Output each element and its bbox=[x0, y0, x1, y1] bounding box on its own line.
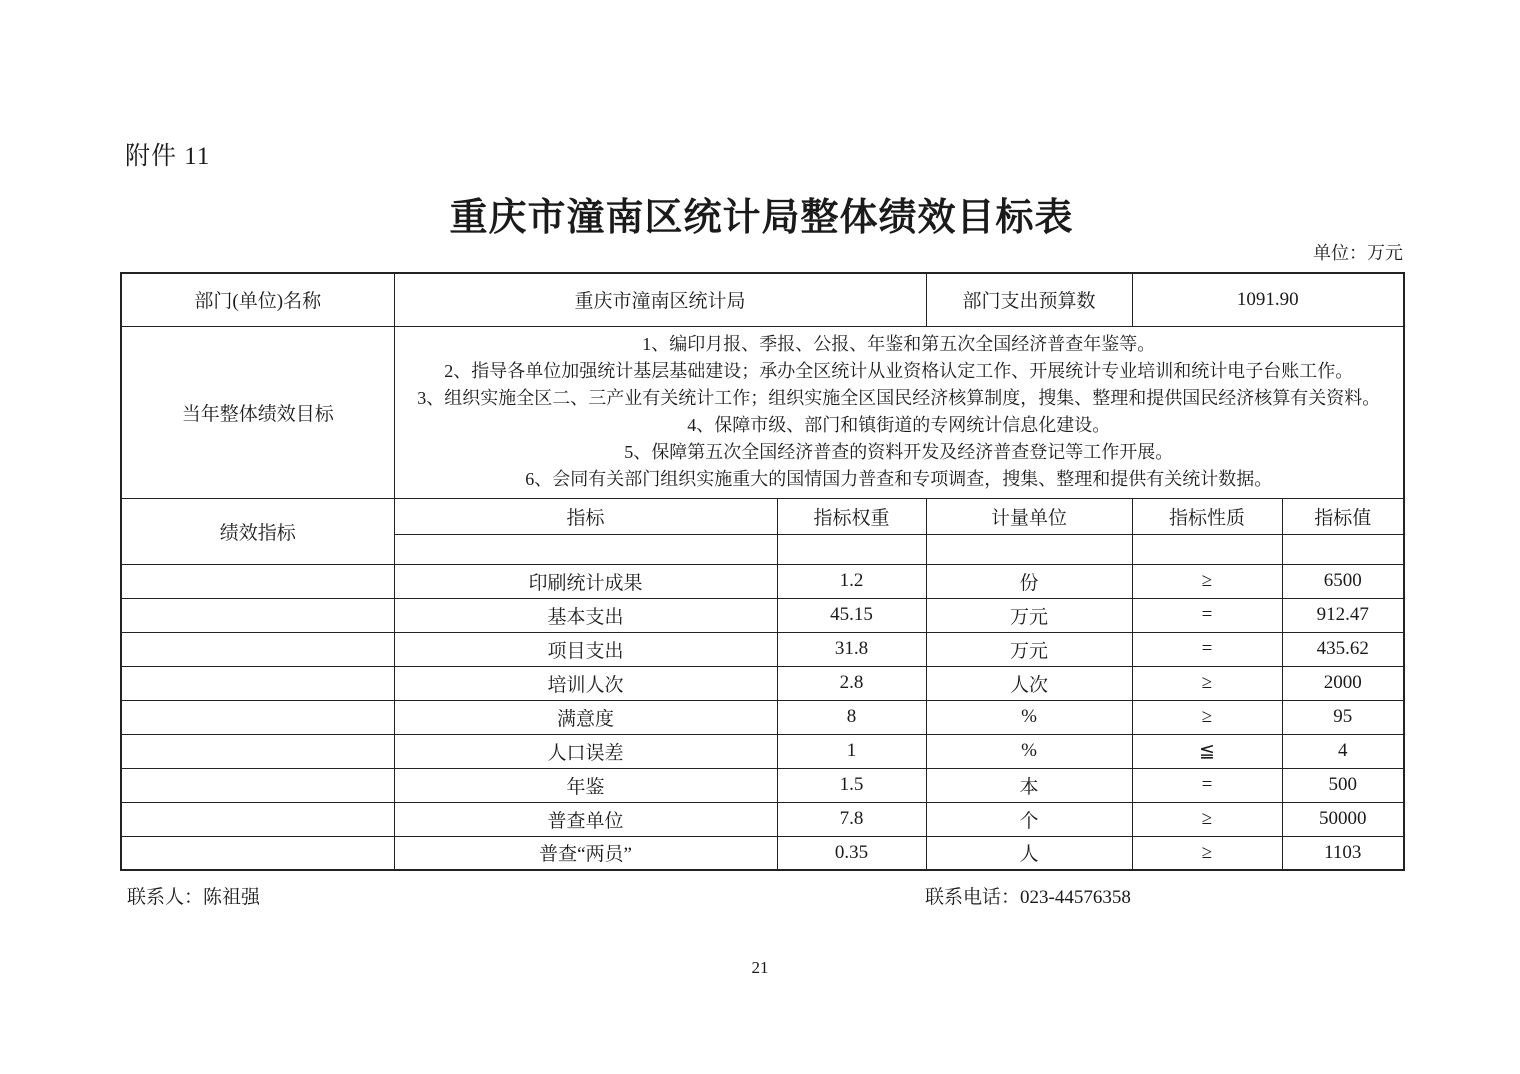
table-row-indicator-3 bbox=[121, 632, 1404, 666]
indicator-weight: 1.2 bbox=[777, 564, 926, 598]
indicator-name: 基本支出 bbox=[394, 598, 777, 632]
indicator-weight: 7.8 bbox=[777, 802, 926, 836]
indicator-name: 年鉴 bbox=[394, 768, 777, 802]
indicator-name: 印刷统计成果 bbox=[394, 564, 777, 598]
indicator-nature: = bbox=[1132, 598, 1282, 632]
indicator-weight: 2.8 bbox=[777, 666, 926, 700]
objectives-label: 当年整体绩效目标 bbox=[121, 326, 394, 498]
indicator-nature: ≥ bbox=[1132, 700, 1282, 734]
indicator-value: 6500 bbox=[1282, 564, 1404, 598]
table-row-indicator-6 bbox=[121, 734, 1404, 768]
objective-item-1: 1、编印月报、季报、公报、年鉴和第五次全国经济普查年鉴等。 bbox=[642, 334, 1156, 354]
indicator-unit: 本 bbox=[926, 768, 1132, 802]
empty-cell bbox=[121, 802, 394, 836]
performance-target-table bbox=[120, 272, 1405, 871]
objective-item-3: 3、组织实施全区二、三产业有关统计工作；组织实施全区国民经济核算制度，搜集、整理和提供国民经济核算有关资料。 bbox=[417, 388, 1381, 408]
table-row-indicator-9 bbox=[121, 836, 1404, 870]
indicator-name: 人口误差 bbox=[394, 734, 777, 768]
indicator-value: 2000 bbox=[1282, 666, 1404, 700]
indicator-unit: 份 bbox=[926, 564, 1132, 598]
indicator-name: 培训人次 bbox=[394, 666, 777, 700]
empty-cell bbox=[121, 564, 394, 598]
header-value: 指标值 bbox=[1282, 498, 1404, 534]
indicator-unit: 人次 bbox=[926, 666, 1132, 700]
indicator-name: 普查单位 bbox=[394, 802, 777, 836]
page-title: 重庆市潼南区统计局整体绩效目标表 bbox=[449, 197, 1074, 239]
indicator-nature: = bbox=[1132, 768, 1282, 802]
indicator-value: 95 bbox=[1282, 700, 1404, 734]
indicator-weight: 45.15 bbox=[777, 598, 926, 632]
table-row-indicator-1 bbox=[121, 564, 1404, 598]
table-row-indicator-4 bbox=[121, 666, 1404, 700]
empty-cell bbox=[121, 768, 394, 802]
contact-person: 联系人：陈祖强 bbox=[127, 887, 261, 908]
empty-cell bbox=[926, 534, 1132, 564]
indicator-nature: ≥ bbox=[1132, 836, 1282, 870]
indicator-unit: 万元 bbox=[926, 598, 1132, 632]
indicator-value: 4 bbox=[1282, 734, 1404, 768]
table-row-indicator-7 bbox=[121, 768, 1404, 802]
objectives-list bbox=[394, 326, 1404, 498]
indicator-unit: % bbox=[926, 734, 1132, 768]
indicator-unit: 万元 bbox=[926, 632, 1132, 666]
indicator-unit: 人 bbox=[926, 836, 1132, 870]
indicator-weight: 1.5 bbox=[777, 768, 926, 802]
indicator-name: 项目支出 bbox=[394, 632, 777, 666]
indicator-value: 912.47 bbox=[1282, 598, 1404, 632]
table-row-indicator-2 bbox=[121, 598, 1404, 632]
indicator-value: 500 bbox=[1282, 768, 1404, 802]
table-row-indicator-8 bbox=[121, 802, 1404, 836]
objective-item-4: 4、保障市级、部门和镇街道的专网统计信息化建设。 bbox=[687, 415, 1111, 435]
indicator-nature: = bbox=[1132, 632, 1282, 666]
contact-phone: 联系电话：023-44576358 bbox=[925, 887, 1131, 908]
budget-label: 部门支出预算数 bbox=[926, 273, 1132, 326]
indicator-unit: 个 bbox=[926, 802, 1132, 836]
department-name-label: 部门(单位)名称 bbox=[121, 273, 394, 326]
objective-item-2: 2、指导各单位加强统计基层基础建设；承办全区统计从业资格认定工作、开展统计专业培训和统计电子台账工作。 bbox=[444, 361, 1354, 381]
empty-cell bbox=[1282, 534, 1404, 564]
indicator-value: 435.62 bbox=[1282, 632, 1404, 666]
empty-cell bbox=[121, 836, 394, 870]
header-nature: 指标性质 bbox=[1132, 498, 1282, 534]
empty-cell bbox=[121, 598, 394, 632]
table-row-department bbox=[121, 273, 1404, 326]
indicator-name: 普查“两员” bbox=[394, 836, 777, 870]
department-name-value: 重庆市潼南区统计局 bbox=[394, 273, 926, 326]
indicator-nature: ≦ bbox=[1132, 734, 1282, 768]
page-number: 21 bbox=[751, 958, 769, 977]
indicator-weight: 0.35 bbox=[777, 836, 926, 870]
attachment-label: 附件 11 bbox=[125, 143, 211, 170]
empty-cell bbox=[1132, 534, 1282, 564]
empty-cell bbox=[121, 666, 394, 700]
table-row-indicator-5 bbox=[121, 700, 1404, 734]
indicator-weight: 31.8 bbox=[777, 632, 926, 666]
header-unit: 计量单位 bbox=[926, 498, 1132, 534]
header-indicator: 指标 bbox=[394, 498, 777, 534]
unit-note: 单位：万元 bbox=[1313, 243, 1403, 263]
budget-value: 1091.90 bbox=[1132, 273, 1404, 326]
indicator-nature: ≥ bbox=[1132, 564, 1282, 598]
empty-cell bbox=[121, 700, 394, 734]
indicator-nature: ≥ bbox=[1132, 802, 1282, 836]
table-row-objectives bbox=[121, 326, 1404, 498]
empty-cell bbox=[777, 534, 926, 564]
indicator-name: 满意度 bbox=[394, 700, 777, 734]
empty-cell bbox=[121, 632, 394, 666]
objective-item-6: 6、会同有关部门组织实施重大的国情国力普查和专项调查，搜集、整理和提供有关统计数据。 bbox=[525, 469, 1273, 489]
table-row-indicator-header bbox=[121, 498, 1404, 534]
indicator-unit: % bbox=[926, 700, 1132, 734]
indicator-nature: ≥ bbox=[1132, 666, 1282, 700]
indicator-value: 1103 bbox=[1282, 836, 1404, 870]
empty-cell bbox=[121, 734, 394, 768]
objective-item-5: 5、保障第五次全国经济普查的资料开发及经济普查登记等工作开展。 bbox=[624, 442, 1174, 462]
indicator-value: 50000 bbox=[1282, 802, 1404, 836]
indicator-weight: 1 bbox=[777, 734, 926, 768]
empty-cell bbox=[394, 534, 777, 564]
indicators-label: 绩效指标 bbox=[121, 498, 394, 564]
indicator-weight: 8 bbox=[777, 700, 926, 734]
header-weight: 指标权重 bbox=[777, 498, 926, 534]
